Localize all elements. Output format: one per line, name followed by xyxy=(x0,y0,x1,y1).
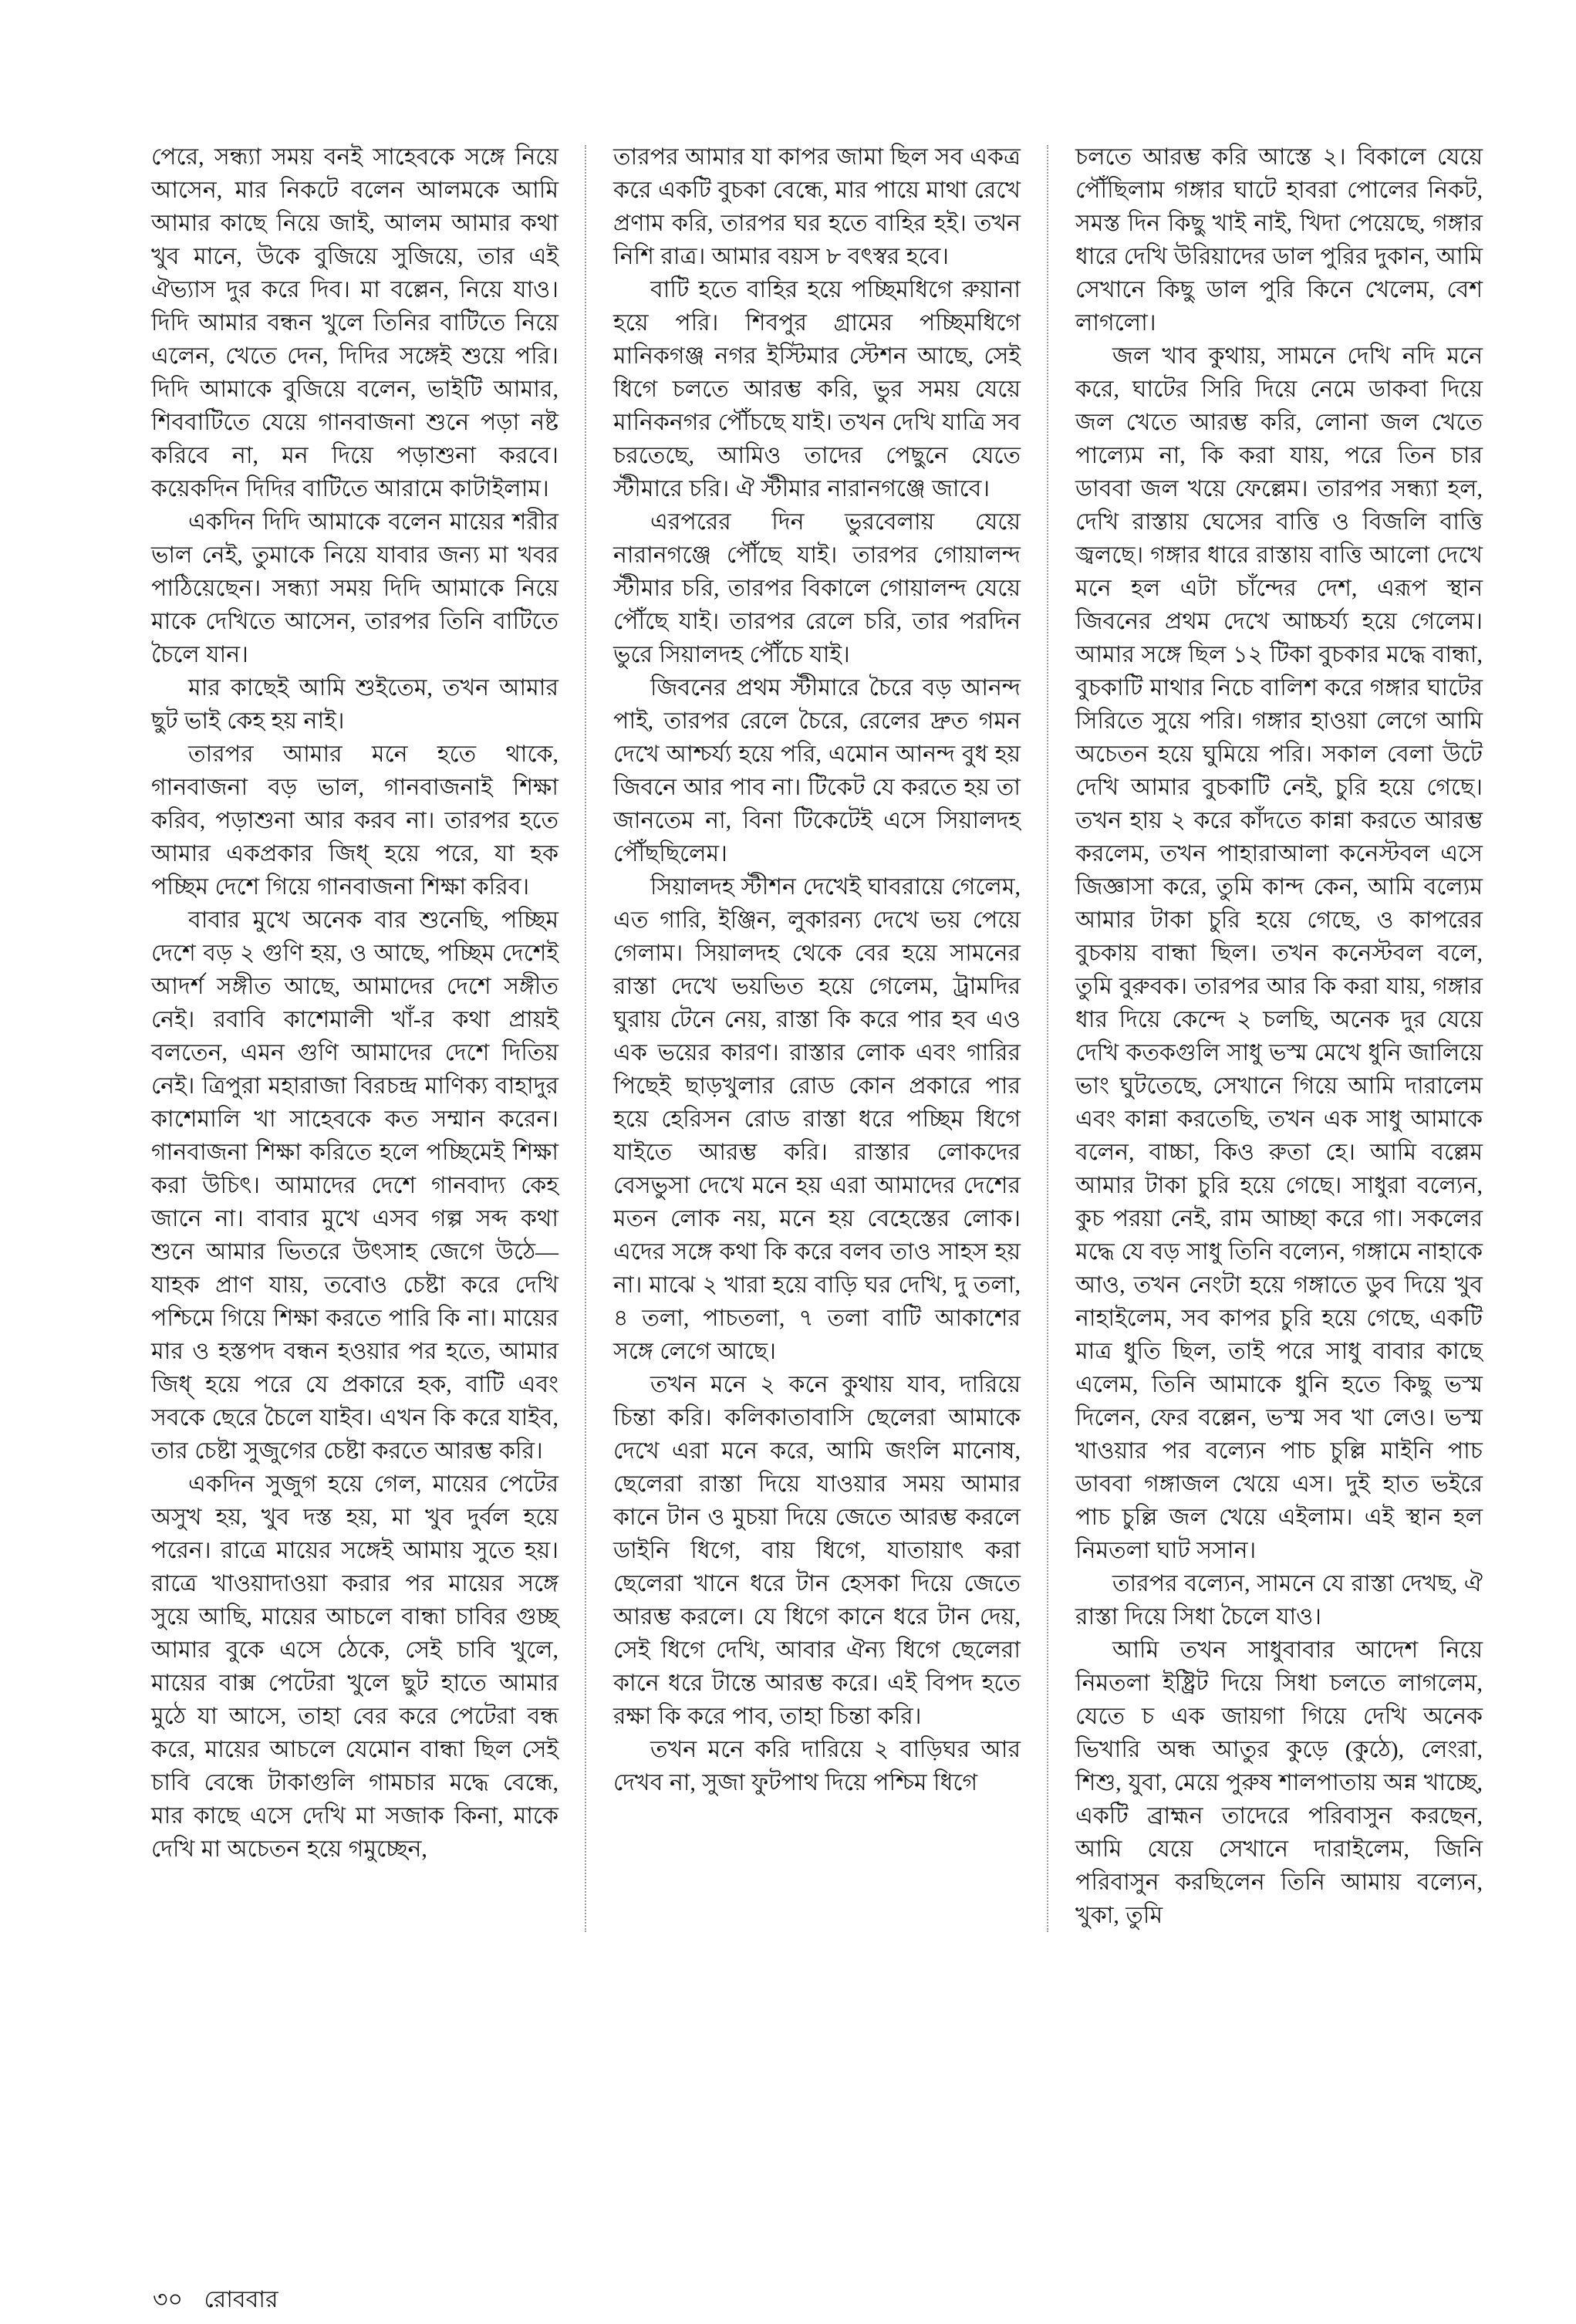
paragraph: বাবার মুখে অনেক বার শুনেছি, পচ্ছিম দেশে বড় ২ গুণি হয়, ও আছে, পচ্ছিম দেশেই আদর্শ সঙ্গীত আছে, আমাদের দেশে সঙ্গীত নেই। রবাবি কাশেমালী খাঁ-র কথা প্রায়ই বলতেন, এমন গুণি আমাদের দেশে দিতিয় নেই। ত্রিপুরা মহারাজা বিরচন্দ্র মাণিক্য বাহাদুর কাশেমালি খা সাহেবকে কত সম্মান করেন। গানবাজনা শিক্ষা করিতে হলে পচ্ছিমেই শিক্ষা করা উচিৎ। আমাদের দেশে গানবাদ্য কেহ জানে না। বাবার মুখে এসব গল্প সব্দ কথা শুনে আমার ভিতরে উৎসাহ জেগে উঠে—যাহক প্রাণ যায়, তবোও চেষ্টা করে দেখি পশ্চিমে গিয়ে শিক্ষা করতে পারি কি না। মায়ের মার ও হস্তপদ বন্ধন হওয়ার পর হতে, আমার জিধ্‌ হয়ে পরে যে প্রকারে হক, বাটি এবং সবকে ছেরে চৈলে যাইব। এখন কি করে যাইব, তার চেষ্টা সুজুগের চেষ্টা করতে আরম্ভ করি। xyxy=(151,907,559,1464)
paragraph: তখন মনে করি দারিয়ে ২ বাড়িঘর আর দেখব না, সুজা ফুটপাথ দিয়ে পশ্চিম ধিগে xyxy=(613,1737,1021,1795)
text-column-1 xyxy=(151,140,559,1932)
text-column-3 xyxy=(1075,140,1483,1932)
paragraph: তারপর বল্যেন, সামনে যে রাস্তা দেখছ, ঐ রাস্তা দিয়ে সিধা চৈলে যাও। xyxy=(1075,1571,1483,1630)
text-column-2 xyxy=(613,140,1021,1932)
paragraph: সিয়ালদহ স্টীশন দেখেই ঘাবরায়ে গেলেম, এত গারি, ইঞ্জিন, লুকারন্য দেখে ভয় পেয়ে গেলাম। সিয়ালদহ থেকে বের হয়ে সামনের রাস্তা দেখে ভয়ভিত হয়ে গেলেম, ট্রামদির ঘুরায় টেনে নেয়, রাস্তা কি করে পার হব এও এক ভয়ের কারণ। রাস্তার লোক এবং গারির পিছেই ছাড়খুলার রোড কোন প্রকারে পার হয়ে হেরিসন রোড রাস্তা ধরে পচ্ছিম ধিগে যাইতে আরম্ভ করি। রাস্তার লোকদের বেসভুসা দেখে মনে হয় এরা আমাদের দেশের মতন লোক নয়, মনে হয় বেহেস্তের লোক। এদের সঙ্গে কথা কি করে বলব তাও সাহস হয় না। মাঝে ২ খারা হয়ে বাড়ি ঘর দেখি, দু তলা, ৪ তলা, পাচতলা, ৭ তলা বাটি আকাশের সঙ্গে লেগে আছে। xyxy=(613,874,1021,1364)
page-footer xyxy=(153,2281,278,2320)
paragraph: মার কাছেই আমি শুইতেম, তখন আমার ছুট ভাই কেহ হয় নাই। xyxy=(151,675,559,734)
paragraph: তখন মনে ২ কনে কুথায় যাব, দারিয়ে চিন্তা করি। কলিকাতাবাসি ছেলেরা আমাকে দেখে এরা মনে করে, আমি জংলি মানোষ, ছেলেরা রাস্তা দিয়ে যাওয়ার সময় আমার কানে টান ও মুচয়া দিয়ে জেতে আরম্ভ করলে ডাইনি ধিগে, বায় ধিগে, যাতায়াৎ করা ছেলেরা খানে ধরে টান হেসকা দিয়ে জেতে আরম্ভ করলে। যে ধিগে কানে ধরে টান দেয়, সেই ধিগে দেখি, আবার ঐন্য ধিগে ছেলেরা কানে ধরে টান্তে আরম্ভ করে। এই বিপদ হতে রক্ষা কি করে পাব, তাহা চিন্তা করি। xyxy=(613,1372,1021,1729)
paragraph: জল খাব কুথায়, সামনে দেখি নদি মনে করে, ঘাটের সিরি দিয়ে নেমে ডাকবা দিয়ে জল খেতে আরম্ভ করি, লোনা জল খেতে পাল্যেম না, কি করা যায়, পরে তিন চার ডাববা জল খয়ে ফেল্লেম। তারপর সন্ধ্যা হল, দেখি রাস্তায় ঘেসের বাত্তি ও বিজলি বাত্তি জ্বলছে। গঙ্গার ধারে রাস্তায় বাত্তি আলো দেখে মনে হল এটা চাঁন্দের দেশ, এরূপ স্থান জিবনের প্রথম দেখে আচ্চর্য্য হয়ে গেলেম। আমার সঙ্গে ছিল ১২ টিকা বুচকার মদ্ধে বান্ধা, বুচকাটি মাথার নিচে বালিশ করে গঙ্গার ঘাটের সিরিতে সুয়ে পরি। গঙ্গার হাওয়া লেগে আমি অচেতন হয়ে ঘুমিয়ে পরি। সকাল বেলা উটে দেখি আমার বুচকাটি নেই, চুরি হয়ে গেছে। তখন হায় ২ করে কাঁদতে কান্না করতে আরম্ভ করলেম, তখন পাহারাআলা কনেস্টবল এসে জিজ্ঞাসা করে, তুমি কান্দ কেন, আমি বল্যেম আমার টাকা চুরি হয়ে গেছে, ও কাপরের বুচকায় বান্ধা ছিল। তখন কনেস্টবল বলে, তুমি বুরুবক। তারপর আর কি করা যায়, গঙ্গার ধার দিয়ে কেন্দে ২ চলছি, অনেক দুর যেয়ে দেখি কতকগুলি সাধু ভস্ম মেখে ধুনি জালিয়ে ভাং ঘুটতেছে, সেখানে গিয়ে আমি দারালেম এবং কান্না করতেছি, তখন এক সাধু আমাকে বলেন, বাচ্চা, কিও রুতা হে। আমি বল্লেম আমার টাকা চুরি হয়ে গেছে। সাধুরা বল্যেন, কুচ পরয়া নেই, রাম আচ্ছা করে গা। সকলের মদ্ধে যে বড় সাধু তিনি বল্যেন, গঙ্গামে নাহাকে আও, তখন নেংটা হয়ে গঙ্গাতে ডুব দিয়ে খুব নাহাইলেম, সব কাপর চুরি হয়ে গেছে, একটি মাত্র ধুতি ছিল, তাই পরে সাধু বাবার কাছে এলেম, তিনি আমাকে ধুনি হতে কিছু ভস্ম দিলেন, ফের বল্লেন, ভস্ম সব খা লেও। ভস্ম খাওয়ার পর বল্যেন পাচ চুল্লি মাইনি পাচ ডাববা গঙ্গাজল খেয়ে এস। দুই হাত ভইরে পাচ চুল্লি জল খেয়ে এইলাম। এই স্থান হল নিমতলা ঘাট সসান। xyxy=(1075,343,1483,1563)
paragraph: জিবনের প্রথম স্টীমারে চৈরে বড় আনন্দ পাই, তারপর রেলে চৈরে, রেলের দ্রুত গমন দেখে আশ্চর্য্য হয়ে পরি, এমোন আনন্দ বুধ হয় জিবনে আর পাব না। টিকেট যে করতে হয় তা জানতেম না, বিনা টিকেটেই এসে সিয়ালদহ পৌঁছছিলেম। xyxy=(613,675,1021,866)
column-divider xyxy=(1047,145,1048,1932)
paragraph: পেরে, সন্ধ্যা সময় বনই সাহেবকে সঙ্গে নিয়ে আসেন, মার নিকটে বলেন আলমকে আমি আমার কাছে নিয়ে জাই, আলম আমার কথা খুব মানে, উকে বুজিয়ে সুজিয়ে, তার এই ঐভ্যাস দুর করে দিব। মা বল্লেন, নিয়ে যাও। দিদি আমার বন্ধন খুলে তিনির বাটিতে নিয়ে এলেন, খেতে দেন, দিদির সঙ্গেই শুয়ে পরি। দিদি আমাকে বুজিয়ে বলেন, ভাইটি আমার, শিববাটিতে যেয়ে গানবাজনা শুনে পড়া নষ্ট করিবে না, মন দিয়ে পড়াশুনা করবে। কয়েকদিন দিদির বাটিতে আরামে কাটাইলাম। xyxy=(151,144,559,502)
text-columns xyxy=(151,140,1483,1932)
column-divider xyxy=(585,145,586,1932)
paragraph: বাটি হতে বাহির হয়ে পচ্ছিমধিগে রুয়ানা হয়ে পরি। শিবপুর গ্রামের পচ্ছিমধিগে মানিকগঞ্জ নগর ইস্টিমার স্টেশন আছে, সেই ধিগে চলতে আরম্ভ করি, ভুর সময় যেয়ে মানিকনগর পৌঁচছে যাই। তখন দেখি যাত্রি সব চরতেছে, আমিও তাদের পেছুনে যেতে স্টীমারে চরি। ঐ স্টীমার নারানগঞ্জে জাবে। xyxy=(613,277,1021,502)
paragraph: তারপর আমার মনে হতে থাকে, গানবাজনা বড় ভাল, গানবাজনাই শিক্ষা করিব, পড়াশুনা আর করব না। তারপর হতে আমার একপ্রকার জিধ্‌ হয়ে পরে, যা হক পচ্ছিম দেশে গিয়ে গানবাজনা শিক্ষা করিব। xyxy=(151,741,559,900)
paragraph: চলতে আরম্ভ করি আস্তে ২। বিকালে যেয়ে পৌঁছিলাম গঙ্গার ঘাটে হাবরা পোলের নিকট, সমস্ত দিন কিছু খাই নাই, খিদা পেয়েছে, গঙ্গার ধারে দেখি উরিয়াদের ডাল পুরির দুকান, আমি সেখানে কিছু ডাল পুরি কিনে খেলেম, বেশ লাগলো। xyxy=(1075,144,1483,336)
page-number: ৩০ xyxy=(153,2287,184,2312)
paragraph: এরপরের দিন ভুরবেলায় যেয়ে নারানগঞ্জে পৌঁছে যাই। তারপর গোয়ালন্দ স্টীমার চরি, তারপর বিকালে গোয়ালন্দ যেয়ে পৌঁছে যাই। তারপর রেলে চরি, তার পরদিন ভুরে সিয়ালদহ পৌঁচে যাই। xyxy=(613,509,1021,667)
paragraph: তারপর আমার যা কাপর জামা ছিল সব একত্র করে একটি বুচকা বেন্ধে, মার পায়ে মাথা রেখে প্রণাম করি, তারপর ঘর হতে বাহির হই। তখন নিশি রাত্র। আমার বয়স ৮ বৎস্বর হবে। xyxy=(613,144,1021,269)
paragraph: আমি তখন সাধুবাবার আদেশ নিয়ে নিমতলা ইষ্ট্রিট দিয়ে সিধা চলতে লাগলেম, যেতে চ এক জায়গা গিয়ে দেখি অনেক ভিখারি অন্ধ আতুর কুড়ে (কুঠে), লেংরা, শিশু, যুবা, মেয়ে পুরুষ শালপাতায় অন্ন খাচ্ছে, একটি ব্রাহ্মন তাদেরে পরিবাসুন করছেন, আমি যেয়ে সেখানে দারাইলেম, জিনি পরিবাসুন করছিলেন তিনি আমায় বল্যেন, খুকা, তুমি xyxy=(1075,1637,1483,1928)
paragraph: একদিন দিদি আমাকে বলেন মায়ের শরীর ভাল নেই, তুমাকে নিয়ে যাবার জন্য মা খবর পাঠিয়েছেন। সন্ধ্যা সময় দিদি আমাকে নিয়ে মাকে দেখিতে আসেন, তারপর তিনি বাটিতে চৈলে যান। xyxy=(151,509,559,667)
paragraph: একদিন সুজুগ হয়ে গেল, মায়ের পেটের অসুখ হয়, খুব দস্ত হয়, মা খুব দুর্বল হয়ে পরেন। রাত্রে মায়ের সঙ্গেই আমায় সুতে হয়। রাত্রে খাওয়াদাওয়া করার পর মায়ের সঙ্গে সুয়ে আছি, মায়ের আচলে বান্ধা চাবির গুচ্ছ আমার বুকে এসে ঠেকে, সেই চাবি খুলে, মায়ের বাক্স পেটেরা খুলে ছুট হাতে আমার মুঠে যা আসে, তাহা বের করে পেটেরা বন্ধ করে, মায়ের আচলে যেমোন বান্ধা ছিল সেই চাবি বেন্ধে টাকাগুলি গামচার মদ্ধে বেন্ধে, মার কাছে এসে দেখি মা সজাক কিনা, মাকে দেখি মা অচেতন হয়ে গমুচ্ছেন, xyxy=(151,1471,559,1862)
publication-name: রোববার xyxy=(204,2287,278,2312)
